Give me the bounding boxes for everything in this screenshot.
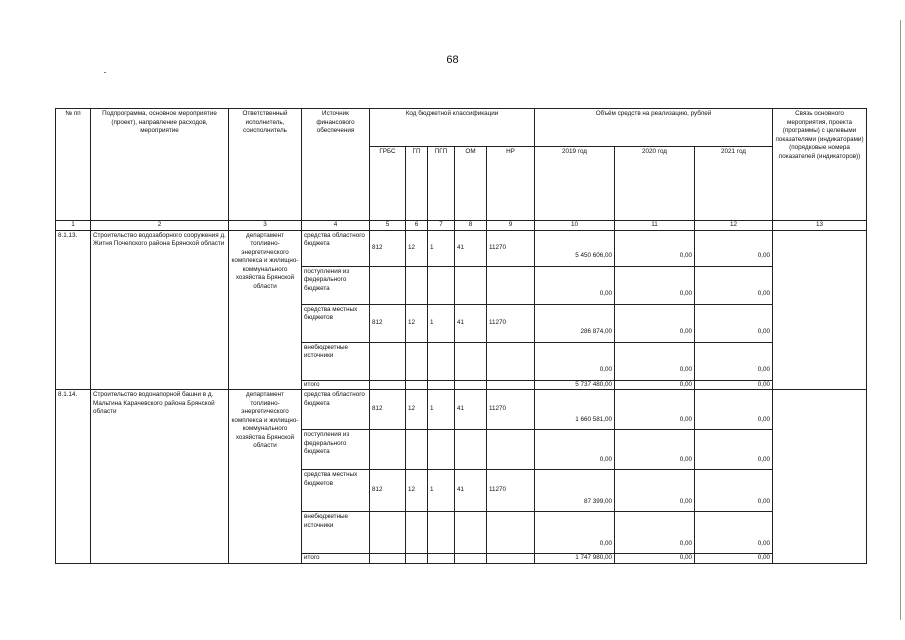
amount-2019: 87 399,00 [535,470,615,512]
pgp-cell: 1 [428,470,455,512]
total-2020: 0,00 [615,554,695,564]
np-cell [487,380,535,390]
amount-2021: 0,00 [695,266,773,304]
amount-2021: 0,00 [695,470,773,512]
om-cell: 41 [455,470,487,512]
row-number: 8.1.13. [56,230,91,390]
amount-2020: 0,00 [615,430,695,470]
total-2019: 1 747 980,00 [535,554,615,564]
amount-2020: 0,00 [615,470,695,512]
header-2019: 2019 год [535,147,615,221]
grbs-cell [370,512,406,554]
om-cell [455,342,487,380]
pgp-cell: 1 [428,230,455,266]
gp-cell: 12 [406,304,428,342]
source-cell: внебюджетные источники [302,512,370,554]
amount-2021: 0,00 [695,304,773,342]
gp-cell: 12 [406,230,428,266]
measure-name: Строительство водозаборного сооружения д. Житня Почепского района Брянской области [91,230,229,390]
om-cell [455,512,487,554]
grbs-cell [370,430,406,470]
header-n: № пп [56,109,91,221]
total-2020: 0,00 [615,380,695,390]
np-cell [487,554,535,564]
row-number: 8.1.14. [56,390,91,564]
np-cell: 11270 [487,304,535,342]
om-cell [455,430,487,470]
col-number: 7 [428,221,455,231]
amount-2019: 0,00 [535,430,615,470]
amount-2019: 286 874,00 [535,304,615,342]
amount-2021: 0,00 [695,512,773,554]
pgp-cell [428,342,455,380]
grbs-cell [370,342,406,380]
header-gp: ГП [406,147,428,221]
col-number: 11 [615,221,695,231]
grbs-cell [370,380,406,390]
om-cell [455,266,487,304]
np-cell: 11270 [487,390,535,430]
scan-speck [104,72,106,73]
page-number: 68 [446,54,459,66]
np-cell [487,266,535,304]
source-cell: средства местных бюджетов [302,304,370,342]
source-cell: средства областного бюджета [302,390,370,430]
col-number: 13 [773,221,867,231]
amount-2019: 1 660 581,00 [535,390,615,430]
source-cell: поступления из федерального бюджета [302,430,370,470]
np-cell: 11270 [487,470,535,512]
om-cell: 41 [455,230,487,266]
amount-2021: 0,00 [695,430,773,470]
amount-2020: 0,00 [615,342,695,380]
gp-cell [406,380,428,390]
col-number: 2 [91,221,229,231]
col-number: 9 [487,221,535,231]
source-cell: внебюджетные источники [302,342,370,380]
indicator-link-cell [773,230,867,390]
np-cell [487,512,535,554]
om-cell [455,554,487,564]
gp-cell [406,266,428,304]
pgp-cell: 1 [428,304,455,342]
pgp-cell [428,266,455,304]
amount-2021: 0,00 [695,230,773,266]
grbs-cell: 812 [370,230,406,266]
pgp-cell [428,554,455,564]
col-number: 6 [406,221,428,231]
gp-cell [406,512,428,554]
amount-2019: 5 450 606,00 [535,230,615,266]
gp-cell [406,554,428,564]
header-link: Связь основного мероприятия, проекта (программы) с целевыми показателями (индикаторами) (порядковые номера показателей (индикаторов)) [773,109,867,221]
pgp-cell [428,512,455,554]
gp-cell: 12 [406,470,428,512]
amount-2019: 0,00 [535,266,615,304]
col-number: 4 [302,221,370,231]
grbs-cell [370,554,406,564]
table-row [56,390,867,430]
executor: департамент топливно-энергетического комплекса и жилищно-коммунального хозяйства Брянской области [229,390,302,564]
grbs-cell: 812 [370,470,406,512]
grbs-cell: 812 [370,304,406,342]
header-source: Источник финансового обеспечения [302,109,370,221]
header-pgp: ПГП [428,147,455,221]
amount-2020: 0,00 [615,230,695,266]
source-cell: поступления из федерального бюджета [302,266,370,304]
np-cell [487,430,535,470]
amount-2019: 0,00 [535,342,615,380]
amount-2020: 0,00 [615,266,695,304]
total-label: итого [302,380,370,390]
amount-2019: 0,00 [535,512,615,554]
gp-cell: 12 [406,390,428,430]
amount-2020: 0,00 [615,304,695,342]
gp-cell [406,342,428,380]
amount-2020: 0,00 [615,390,695,430]
total-label: итого [302,554,370,564]
total-2021: 0,00 [695,380,773,390]
total-2019: 5 737 480,00 [535,380,615,390]
pgp-cell [428,380,455,390]
grbs-cell: 812 [370,390,406,430]
header-om: ОМ [455,147,487,221]
source-cell: средства областного бюджета [302,230,370,266]
header-volume: Объём средств на реализацию, рублей [535,109,773,147]
col-number: 1 [56,221,91,231]
total-2021: 0,00 [695,554,773,564]
om-cell: 41 [455,390,487,430]
amount-2021: 0,00 [695,390,773,430]
indicator-link-cell [773,390,867,564]
scan-edge [900,20,901,620]
grbs-cell [370,266,406,304]
np-cell: 11270 [487,230,535,266]
source-cell: средства местных бюджетов [302,470,370,512]
pgp-cell [428,430,455,470]
om-cell [455,380,487,390]
executor: департамент топливно-энергетического комплекса и жилищно-коммунального хозяйства Брянской области [229,230,302,390]
om-cell: 41 [455,304,487,342]
pgp-cell: 1 [428,390,455,430]
measure-name: Строительство водонапорной башни в д. Мальтина Карачевского района Брянской области [91,390,229,564]
amount-2020: 0,00 [615,512,695,554]
header-2020: 2020 год [615,147,695,221]
np-cell [487,342,535,380]
col-number: 10 [535,221,615,231]
table-row [56,230,867,266]
budget-table [55,108,867,564]
col-number: 3 [229,221,302,231]
col-number: 5 [370,221,406,231]
gp-cell [406,430,428,470]
header-executor: Ответственный исполнитель, соисполнитель [229,109,302,221]
header-np: НР [487,147,535,221]
col-number: 12 [695,221,773,231]
column-number-row [56,221,867,231]
amount-2021: 0,00 [695,342,773,380]
header-kbk: Код бюджетной классификации [370,109,535,147]
header-2021: 2021 год [695,147,773,221]
col-number: 8 [455,221,487,231]
header-program: Подпрограмма, основное мероприятие (проект), направление расходов, мероприятие [91,109,229,221]
header-grbs: ГРБС [370,147,406,221]
